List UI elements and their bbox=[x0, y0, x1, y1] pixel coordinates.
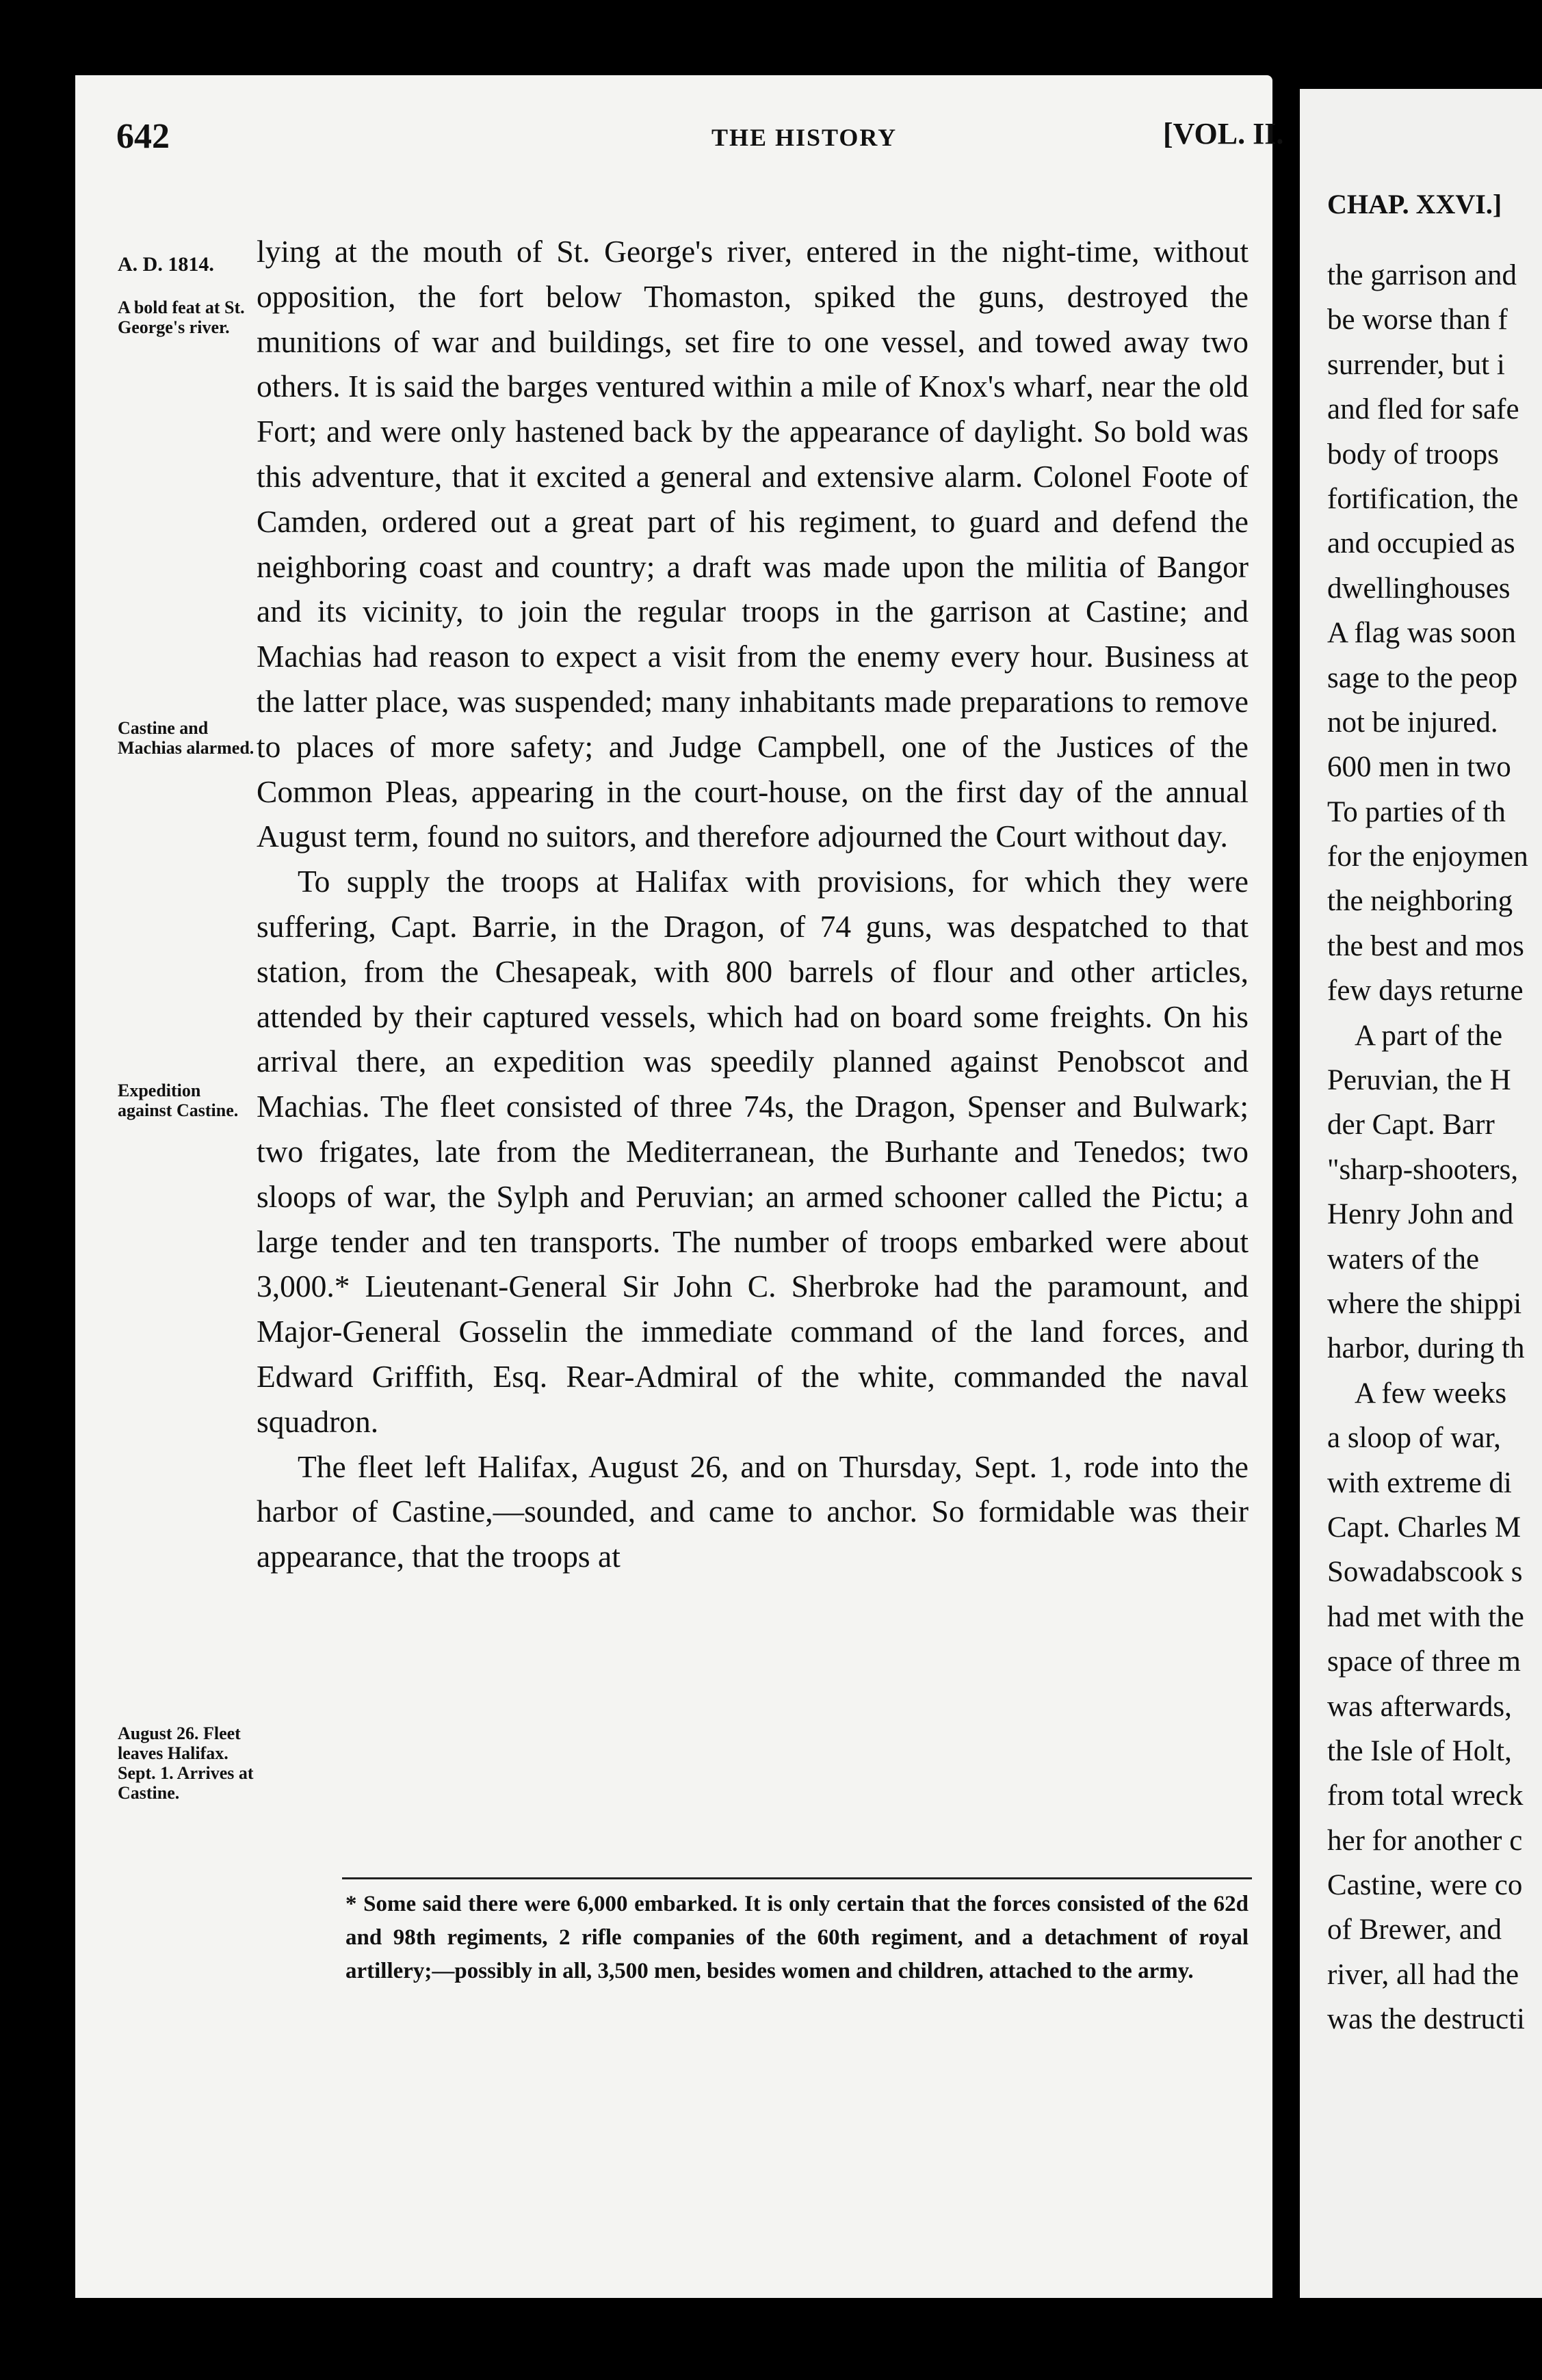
facing-page-line: Capt. Charles M bbox=[1327, 1511, 1521, 1544]
facing-page-line: A part of the bbox=[1355, 1019, 1503, 1052]
margin-date: A. D. 1814. bbox=[118, 253, 214, 276]
facing-page-line: body of troops bbox=[1327, 438, 1499, 471]
facing-page-line: the best and mos bbox=[1327, 929, 1524, 962]
facing-page-text bbox=[1327, 253, 1528, 2042]
running-title: THE HISTORY bbox=[711, 124, 898, 151]
facing-page-line: sage to the peop bbox=[1327, 661, 1518, 694]
facing-page-line: had met with the bbox=[1327, 1600, 1524, 1633]
margin-note-castine-alarmed: Castine and Machias alarmed. bbox=[118, 718, 254, 758]
facing-page-line: space of three m bbox=[1327, 1645, 1521, 1678]
facing-page-line: Sowadabscook s bbox=[1327, 1556, 1523, 1589]
facing-page-line: 600 men in two bbox=[1327, 751, 1511, 784]
facing-page-line: Henry John and bbox=[1327, 1198, 1514, 1231]
facing-page-line: Castine, were co bbox=[1327, 1869, 1523, 1902]
facing-page-line: dwellinghouses bbox=[1327, 572, 1511, 605]
paragraph-1: lying at the mouth of St. George's river, entered in the night-time, without opposition, the fort below Thomaston, spiked the guns, destroyed the munitions of war and buildings, set fire to one vessel, and towed away two others. It is said the barges ventured within a mile of Knox's wharf, near the old Fort; and were only hastened back by the appearance of daylight. So bold was this adventure, that it excited a general and extensive alarm. Colonel Foote of Camden, ordered out a great part of his regiment, to guard and defend the neighboring coast and country; a draft was made upon the militia of Bangor and its vicinity, to join the regular troops in the garrison at Castine; and Machias had reason to expect a visit from the enemy every hour. Business at the latter place, was suspended; many inhabitants made preparations to remove to places of more safety; and Judge Campbell, one of the Justices of the Common Pleas, appearing in the court-house, on the first day of the annual August term, found no suitors, and therefore adjourned the Court without day. bbox=[257, 234, 1249, 854]
footnote-rule bbox=[342, 1877, 1252, 1879]
facing-page-line: der Capt. Barr bbox=[1327, 1109, 1495, 1141]
facing-page-line: the Isle of Holt, bbox=[1327, 1734, 1512, 1767]
main-text bbox=[257, 229, 1249, 1579]
facing-page-line: harbor, during th bbox=[1327, 1332, 1525, 1365]
facing-page-line: was the destructi bbox=[1327, 2003, 1525, 2036]
book-page-right bbox=[1300, 89, 1542, 2298]
facing-page-line: fortification, the bbox=[1327, 482, 1519, 515]
facing-page-line: from total wreck bbox=[1327, 1780, 1524, 1812]
facing-page-line: To parties of th bbox=[1327, 795, 1506, 828]
facing-page-line: river, all had the bbox=[1327, 1958, 1519, 1991]
page-header bbox=[116, 116, 1515, 171]
margin-note-fleet-dates: August 26. Fleet leaves Halifax. Sept. 1. Arrives at Castine. bbox=[118, 1723, 254, 1803]
volume-label: [VOL. II. bbox=[1163, 117, 1284, 150]
facing-page-line: was afterwards, bbox=[1327, 1690, 1512, 1723]
facing-page-line: the neighboring bbox=[1327, 885, 1513, 918]
facing-page-line: her for another c bbox=[1327, 1824, 1523, 1857]
facing-page-line: not be injured. bbox=[1327, 706, 1498, 739]
facing-page-line: of Brewer, and bbox=[1327, 1914, 1502, 1946]
footnote-text: * Some said there were 6,000 embarked. It is only certain that the forces consisted of the 62d and 98th regiments, 2 rifle companies of the 60th regiment, and a detachment of royal artillery;—possibly in all, 3,500 men, besides women and children, attached to the army. bbox=[345, 1892, 1249, 1983]
facing-page-line: surrender, but i bbox=[1327, 348, 1505, 381]
footnote bbox=[345, 1888, 1249, 1988]
facing-page-line: A flag was soon bbox=[1327, 617, 1516, 650]
facing-page-header: CHAP. XXVI.] bbox=[1327, 189, 1502, 220]
facing-page-line: and occupied as bbox=[1327, 527, 1515, 560]
paragraph-2: To supply the troops at Halifax with provisions, for which they were suffering, Capt. Barrie, in the Dragon, of 74 guns, was despatched to that station, from the Chesapeak, with 800 barrels of flour and other articles, attended by their captured vessels, which had on board some freights. On his arrival there, an expedition was speedily planned against Penobscot and Machias. The fleet consisted of three 74s, the Dragon, Spenser and Bulwark; two frigates, late from the Mediterranean, the Burhante and Tenedos; two sloops of war, the Sylph and Peruvian; an armed schooner called the Pictu; a large tender and ten transports. The number of troops embarked were about 3,000.* Lieutenant-General Sir John C. Sherbroke had the paramount, and Major-General Gosselin the immediate command of the land forces, and Edward Griffith, Esq. Rear-Admiral of the white, commanded the naval squadron. bbox=[257, 864, 1249, 1439]
book-gutter bbox=[1272, 68, 1300, 2312]
facing-page-line: a sloop of war, bbox=[1327, 1422, 1501, 1455]
margin-note-expedition: Expedition against Castine. bbox=[118, 1081, 239, 1120]
margin-note-bold-feat: A bold feat at St. George's river. bbox=[118, 298, 245, 337]
facing-page-line: with extreme di bbox=[1327, 1466, 1512, 1499]
facing-page-line: be worse than f bbox=[1327, 304, 1508, 336]
facing-page-line: where the shippi bbox=[1327, 1287, 1522, 1320]
facing-page-line: A few weeks bbox=[1355, 1377, 1507, 1410]
facing-page-line: for the enjoymen bbox=[1327, 841, 1528, 873]
facing-page-line: waters of the bbox=[1327, 1243, 1480, 1275]
facing-page-line: "sharp-shooters, bbox=[1327, 1153, 1519, 1186]
paragraph-3: The fleet left Halifax, August 26, and on Thursday, Sept. 1, rode into the harbor of Castine,—sounded, and came to anchor. So formidable was their appearance, that the troops at bbox=[257, 1449, 1249, 1574]
page-number: 642 bbox=[116, 117, 170, 156]
facing-page-line: the garrison and bbox=[1327, 259, 1517, 291]
facing-page-line: Peruvian, the H bbox=[1327, 1064, 1511, 1097]
facing-page-line: few days returne bbox=[1327, 975, 1524, 1007]
facing-page-line: and fled for safe bbox=[1327, 393, 1519, 426]
